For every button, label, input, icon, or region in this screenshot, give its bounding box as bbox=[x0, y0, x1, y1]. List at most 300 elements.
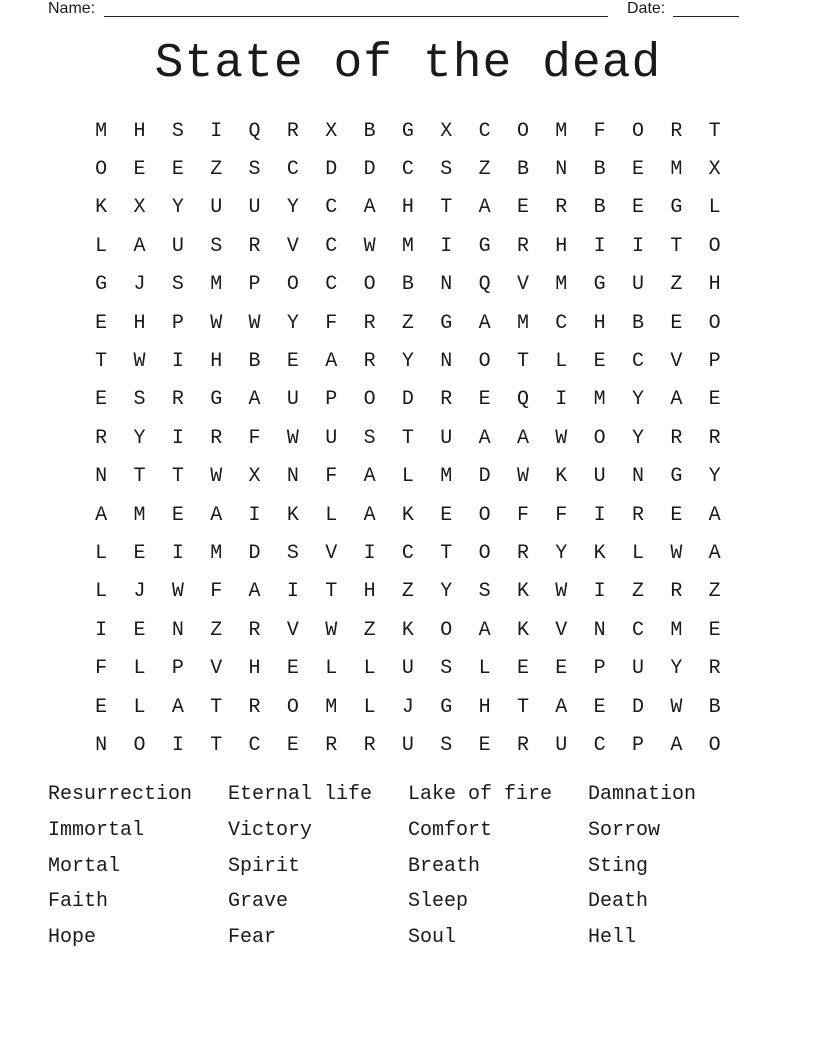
grid-letter[interactable]: U bbox=[401, 657, 414, 681]
grid-letter[interactable]: K bbox=[555, 465, 568, 489]
grid-letter[interactable]: N bbox=[555, 158, 568, 182]
grid-letter[interactable]: V bbox=[286, 618, 299, 642]
grid-letter[interactable]: E bbox=[440, 503, 453, 527]
grid-letter[interactable]: O bbox=[440, 618, 453, 642]
grid-letter[interactable]: N bbox=[95, 733, 108, 757]
grid-letter[interactable]: I bbox=[593, 234, 606, 258]
grid-letter[interactable]: S bbox=[440, 657, 453, 681]
grid-letter[interactable]: A bbox=[478, 426, 491, 450]
grid-letter[interactable]: I bbox=[286, 580, 299, 604]
grid-letter[interactable]: U bbox=[248, 196, 261, 220]
grid-letter[interactable]: M bbox=[325, 695, 338, 719]
grid-letter[interactable]: C bbox=[593, 733, 606, 757]
grid-letter[interactable]: Y bbox=[286, 311, 299, 335]
grid-letter[interactable]: K bbox=[516, 580, 529, 604]
grid-letter[interactable]: Q bbox=[478, 273, 491, 297]
grid-letter[interactable]: O bbox=[708, 733, 721, 757]
grid-letter[interactable]: Y bbox=[440, 580, 453, 604]
grid-letter[interactable]: E bbox=[670, 311, 683, 335]
grid-letter[interactable]: N bbox=[171, 618, 184, 642]
grid-letter[interactable]: Y bbox=[401, 350, 414, 374]
grid-letter[interactable]: L bbox=[708, 196, 721, 220]
grid-letter[interactable]: Y bbox=[670, 657, 683, 681]
grid-letter[interactable]: L bbox=[401, 465, 414, 489]
grid-letter[interactable]: R bbox=[325, 733, 338, 757]
grid-letter[interactable]: A bbox=[516, 426, 529, 450]
grid-letter[interactable]: E bbox=[593, 695, 606, 719]
grid-letter[interactable]: E bbox=[478, 388, 491, 412]
grid-letter[interactable]: L bbox=[325, 503, 338, 527]
grid-letter[interactable]: A bbox=[325, 350, 338, 374]
grid-letter[interactable]: O bbox=[286, 695, 299, 719]
grid-letter[interactable]: F bbox=[325, 311, 338, 335]
grid-letter[interactable]: S bbox=[363, 426, 376, 450]
grid-letter[interactable]: B bbox=[363, 119, 376, 143]
grid-letter[interactable]: H bbox=[401, 196, 414, 220]
grid-letter[interactable]: M bbox=[555, 119, 568, 143]
grid-letter[interactable]: R bbox=[516, 733, 529, 757]
grid-letter[interactable]: T bbox=[171, 465, 184, 489]
grid-letter[interactable]: X bbox=[133, 196, 146, 220]
grid-letter[interactable]: G bbox=[401, 119, 414, 143]
grid-letter[interactable]: U bbox=[286, 388, 299, 412]
grid-letter[interactable]: E bbox=[95, 695, 108, 719]
grid-letter[interactable]: U bbox=[631, 273, 644, 297]
grid-letter[interactable]: J bbox=[133, 580, 146, 604]
grid-letter[interactable]: R bbox=[708, 657, 721, 681]
grid-letter[interactable]: X bbox=[325, 119, 338, 143]
grid-letter[interactable]: H bbox=[555, 234, 568, 258]
grid-letter[interactable]: Z bbox=[631, 580, 644, 604]
grid-letter[interactable]: K bbox=[593, 541, 606, 565]
grid-letter[interactable]: I bbox=[210, 119, 223, 143]
grid-letter[interactable]: Z bbox=[363, 618, 376, 642]
grid-letter[interactable]: X bbox=[440, 119, 453, 143]
grid-letter[interactable]: C bbox=[325, 196, 338, 220]
grid-letter[interactable]: D bbox=[401, 388, 414, 412]
grid-letter[interactable]: A bbox=[478, 311, 491, 335]
grid-letter[interactable]: R bbox=[363, 733, 376, 757]
grid-letter[interactable]: R bbox=[248, 618, 261, 642]
grid-letter[interactable]: S bbox=[133, 388, 146, 412]
grid-letter[interactable]: N bbox=[440, 350, 453, 374]
grid-letter[interactable]: K bbox=[95, 196, 108, 220]
grid-letter[interactable]: V bbox=[286, 234, 299, 258]
grid-letter[interactable]: A bbox=[171, 695, 184, 719]
grid-letter[interactable]: L bbox=[555, 350, 568, 374]
grid-letter[interactable]: A bbox=[210, 503, 223, 527]
grid-letter[interactable]: M bbox=[401, 234, 414, 258]
grid-letter[interactable]: O bbox=[593, 426, 606, 450]
date-field-line[interactable] bbox=[673, 16, 739, 17]
grid-letter[interactable]: Y bbox=[286, 196, 299, 220]
grid-letter[interactable]: I bbox=[171, 426, 184, 450]
grid-letter[interactable]: L bbox=[95, 541, 108, 565]
grid-letter[interactable]: G bbox=[478, 234, 491, 258]
grid-letter[interactable]: C bbox=[286, 158, 299, 182]
grid-letter[interactable]: L bbox=[95, 580, 108, 604]
grid-letter[interactable]: M bbox=[670, 618, 683, 642]
word-bank-item: Hope bbox=[48, 926, 97, 950]
grid-letter[interactable]: M bbox=[555, 273, 568, 297]
grid-letter[interactable]: L bbox=[363, 657, 376, 681]
grid-letter[interactable]: K bbox=[401, 618, 414, 642]
grid-letter[interactable]: W bbox=[210, 311, 223, 335]
grid-letter[interactable]: C bbox=[401, 158, 414, 182]
grid-letter[interactable]: O bbox=[478, 541, 491, 565]
grid-letter[interactable]: R bbox=[363, 311, 376, 335]
grid-letter[interactable]: L bbox=[325, 657, 338, 681]
grid-letter[interactable]: I bbox=[440, 234, 453, 258]
grid-letter[interactable]: R bbox=[248, 234, 261, 258]
grid-letter[interactable]: Y bbox=[708, 465, 721, 489]
grid-letter[interactable]: L bbox=[133, 657, 146, 681]
grid-letter[interactable]: U bbox=[631, 657, 644, 681]
grid-letter[interactable]: M bbox=[95, 119, 108, 143]
grid-letter[interactable]: G bbox=[440, 311, 453, 335]
grid-letter[interactable]: Y bbox=[555, 541, 568, 565]
grid-letter[interactable]: V bbox=[325, 541, 338, 565]
grid-letter[interactable]: N bbox=[440, 273, 453, 297]
grid-letter[interactable]: B bbox=[593, 196, 606, 220]
grid-letter[interactable]: M bbox=[133, 503, 146, 527]
grid-letter[interactable]: H bbox=[133, 119, 146, 143]
grid-letter[interactable]: R bbox=[708, 426, 721, 450]
grid-letter[interactable]: C bbox=[325, 234, 338, 258]
grid-letter[interactable]: T bbox=[401, 426, 414, 450]
grid-letter[interactable]: E bbox=[133, 158, 146, 182]
grid-letter[interactable]: L bbox=[133, 695, 146, 719]
grid-letter[interactable]: S bbox=[210, 234, 223, 258]
grid-letter[interactable]: U bbox=[593, 465, 606, 489]
grid-letter[interactable]: B bbox=[708, 695, 721, 719]
grid-letter[interactable]: I bbox=[555, 388, 568, 412]
grid-letter[interactable]: Z bbox=[670, 273, 683, 297]
grid-letter[interactable]: C bbox=[478, 119, 491, 143]
grid-letter[interactable]: U bbox=[440, 426, 453, 450]
grid-letter[interactable]: S bbox=[171, 273, 184, 297]
grid-letter[interactable]: A bbox=[363, 465, 376, 489]
grid-letter[interactable]: Z bbox=[401, 311, 414, 335]
grid-letter[interactable]: Y bbox=[133, 426, 146, 450]
grid-letter[interactable]: F bbox=[95, 657, 108, 681]
grid-letter[interactable]: T bbox=[440, 196, 453, 220]
grid-letter[interactable]: E bbox=[631, 158, 644, 182]
grid-letter[interactable]: S bbox=[286, 541, 299, 565]
grid-letter[interactable]: X bbox=[248, 465, 261, 489]
grid-letter[interactable]: O bbox=[133, 733, 146, 757]
grid-letter[interactable]: K bbox=[516, 618, 529, 642]
grid-letter[interactable]: U bbox=[555, 733, 568, 757]
grid-letter[interactable]: O bbox=[478, 350, 491, 374]
grid-letter[interactable]: K bbox=[286, 503, 299, 527]
grid-letter[interactable]: M bbox=[440, 465, 453, 489]
grid-letter[interactable]: R bbox=[631, 503, 644, 527]
grid-letter[interactable]: V bbox=[210, 657, 223, 681]
grid-letter[interactable]: R bbox=[210, 426, 223, 450]
grid-letter[interactable]: S bbox=[440, 733, 453, 757]
grid-letter[interactable]: W bbox=[363, 234, 376, 258]
grid-letter[interactable]: H bbox=[210, 350, 223, 374]
grid-letter[interactable]: O bbox=[363, 388, 376, 412]
grid-letter[interactable]: R bbox=[516, 234, 529, 258]
grid-letter[interactable]: T bbox=[516, 350, 529, 374]
grid-letter[interactable]: Z bbox=[210, 618, 223, 642]
grid-letter[interactable]: R bbox=[670, 426, 683, 450]
grid-letter[interactable]: T bbox=[325, 580, 338, 604]
grid-letter[interactable]: I bbox=[631, 234, 644, 258]
grid-letter[interactable]: W bbox=[555, 426, 568, 450]
grid-letter[interactable]: A bbox=[555, 695, 568, 719]
grid-letter[interactable]: I bbox=[95, 618, 108, 642]
grid-letter[interactable]: W bbox=[248, 311, 261, 335]
grid-letter[interactable]: I bbox=[593, 503, 606, 527]
grid-letter[interactable]: F bbox=[210, 580, 223, 604]
grid-letter[interactable]: O bbox=[95, 158, 108, 182]
grid-letter[interactable]: T bbox=[516, 695, 529, 719]
grid-letter[interactable]: D bbox=[325, 158, 338, 182]
grid-letter[interactable]: O bbox=[478, 503, 491, 527]
grid-letter[interactable]: R bbox=[286, 119, 299, 143]
grid-letter[interactable]: A bbox=[248, 388, 261, 412]
grid-letter[interactable]: W bbox=[670, 541, 683, 565]
grid-letter[interactable]: O bbox=[708, 311, 721, 335]
grid-letter[interactable]: M bbox=[670, 158, 683, 182]
grid-letter[interactable]: I bbox=[593, 580, 606, 604]
grid-letter[interactable]: J bbox=[133, 273, 146, 297]
grid-letter[interactable]: U bbox=[210, 196, 223, 220]
grid-letter[interactable]: H bbox=[363, 580, 376, 604]
grid-letter[interactable]: V bbox=[670, 350, 683, 374]
grid-letter[interactable]: E bbox=[133, 541, 146, 565]
grid-letter[interactable]: A bbox=[708, 541, 721, 565]
grid-letter[interactable]: M bbox=[210, 273, 223, 297]
word-bank-item: Eternal life bbox=[228, 783, 373, 806]
grid-letter[interactable]: R bbox=[516, 541, 529, 565]
grid-letter[interactable]: E bbox=[670, 503, 683, 527]
grid-letter[interactable]: H bbox=[708, 273, 721, 297]
grid-letter[interactable]: L bbox=[478, 657, 491, 681]
grid-letter[interactable]: H bbox=[133, 311, 146, 335]
grid-letter[interactable]: J bbox=[401, 695, 414, 719]
grid-letter[interactable]: E bbox=[171, 158, 184, 182]
grid-letter[interactable]: Y bbox=[631, 388, 644, 412]
grid-letter[interactable]: E bbox=[95, 388, 108, 412]
grid-letter[interactable]: C bbox=[631, 618, 644, 642]
grid-letter[interactable]: E bbox=[286, 350, 299, 374]
grid-letter[interactable]: N bbox=[631, 465, 644, 489]
grid-letter[interactable]: B bbox=[593, 158, 606, 182]
grid-letter[interactable]: E bbox=[95, 311, 108, 335]
grid-letter[interactable]: T bbox=[670, 234, 683, 258]
grid-letter[interactable]: A bbox=[363, 503, 376, 527]
grid-letter[interactable]: L bbox=[631, 541, 644, 565]
grid-letter[interactable]: L bbox=[95, 234, 108, 258]
grid-letter[interactable]: P bbox=[325, 388, 338, 412]
word-bank bbox=[48, 780, 768, 959]
grid-letter[interactable]: W bbox=[171, 580, 184, 604]
grid-letter[interactable]: B bbox=[248, 350, 261, 374]
grid-letter[interactable]: P bbox=[171, 657, 184, 681]
grid-letter[interactable]: S bbox=[171, 119, 184, 143]
grid-letter[interactable]: T bbox=[440, 541, 453, 565]
grid-letter[interactable]: I bbox=[248, 503, 261, 527]
grid-letter[interactable]: K bbox=[401, 503, 414, 527]
grid-letter[interactable]: M bbox=[516, 311, 529, 335]
word-bank-item: Mortal bbox=[48, 854, 121, 878]
grid-letter[interactable]: T bbox=[133, 465, 146, 489]
grid-letter[interactable]: R bbox=[95, 426, 108, 450]
grid-letter[interactable]: Z bbox=[478, 158, 491, 182]
grid-letter[interactable]: D bbox=[363, 158, 376, 182]
grid-letter[interactable]: A bbox=[363, 196, 376, 220]
grid-letter[interactable]: W bbox=[210, 465, 223, 489]
grid-letter[interactable]: H bbox=[248, 657, 261, 681]
grid-letter[interactable]: O bbox=[708, 234, 721, 258]
grid-letter[interactable]: M bbox=[210, 541, 223, 565]
grid-letter[interactable]: O bbox=[631, 119, 644, 143]
grid-letter[interactable]: D bbox=[631, 695, 644, 719]
grid-letter[interactable]: G bbox=[593, 273, 606, 297]
grid-letter[interactable]: M bbox=[593, 388, 606, 412]
grid-letter[interactable]: I bbox=[171, 733, 184, 757]
grid-letter[interactable]: A bbox=[95, 503, 108, 527]
grid-letter[interactable]: C bbox=[401, 541, 414, 565]
grid-letter[interactable]: E bbox=[708, 388, 721, 412]
grid-letter[interactable]: T bbox=[210, 733, 223, 757]
grid-letter[interactable]: I bbox=[363, 541, 376, 565]
grid-letter[interactable]: R bbox=[670, 119, 683, 143]
grid-letter[interactable]: A bbox=[670, 388, 683, 412]
grid-letter[interactable]: G bbox=[95, 273, 108, 297]
grid-letter[interactable]: A bbox=[670, 733, 683, 757]
grid-letter[interactable]: B bbox=[516, 158, 529, 182]
grid-letter[interactable]: G bbox=[210, 388, 223, 412]
grid-letter[interactable]: F bbox=[248, 426, 261, 450]
grid-letter[interactable]: W bbox=[286, 426, 299, 450]
grid-letter[interactable]: R bbox=[171, 388, 184, 412]
grid-letter[interactable]: G bbox=[670, 196, 683, 220]
grid-letter[interactable]: W bbox=[670, 695, 683, 719]
grid-letter[interactable]: E bbox=[593, 350, 606, 374]
grid-letter[interactable]: E bbox=[286, 733, 299, 757]
grid-letter[interactable]: D bbox=[478, 465, 491, 489]
grid-letter[interactable]: E bbox=[286, 657, 299, 681]
grid-letter[interactable]: U bbox=[401, 733, 414, 757]
grid-letter[interactable]: Z bbox=[210, 158, 223, 182]
grid-letter[interactable]: C bbox=[631, 350, 644, 374]
grid-letter[interactable]: Q bbox=[248, 119, 261, 143]
grid-letter[interactable]: S bbox=[478, 580, 491, 604]
grid-letter[interactable]: V bbox=[516, 273, 529, 297]
grid-letter[interactable]: F bbox=[516, 503, 529, 527]
grid-letter[interactable]: E bbox=[516, 657, 529, 681]
grid-letter[interactable]: V bbox=[555, 618, 568, 642]
grid-letter[interactable]: I bbox=[171, 350, 184, 374]
name-field-line[interactable] bbox=[104, 16, 608, 17]
grid-letter[interactable]: H bbox=[593, 311, 606, 335]
grid-letter[interactable]: E bbox=[133, 618, 146, 642]
grid-letter[interactable]: T bbox=[210, 695, 223, 719]
grid-letter[interactable]: Q bbox=[516, 388, 529, 412]
grid-letter[interactable]: P bbox=[631, 733, 644, 757]
grid-letter[interactable]: G bbox=[440, 695, 453, 719]
puzzle-title: State of the dead bbox=[154, 37, 662, 91]
grid-letter[interactable]: A bbox=[708, 503, 721, 527]
grid-letter[interactable]: N bbox=[286, 465, 299, 489]
grid-letter[interactable]: A bbox=[478, 196, 491, 220]
grid-letter[interactable]: A bbox=[133, 234, 146, 258]
date-label: Date: bbox=[627, 0, 666, 17]
grid-letter[interactable]: F bbox=[325, 465, 338, 489]
grid-letter[interactable]: A bbox=[478, 618, 491, 642]
grid-letter[interactable]: P bbox=[593, 657, 606, 681]
grid-letter[interactable]: Z bbox=[401, 580, 414, 604]
grid-letter[interactable]: E bbox=[555, 657, 568, 681]
grid-letter[interactable]: F bbox=[555, 503, 568, 527]
grid-letter[interactable]: G bbox=[670, 465, 683, 489]
grid-letter[interactable]: E bbox=[708, 618, 721, 642]
grid-letter[interactable]: W bbox=[325, 618, 338, 642]
grid-row bbox=[82, 381, 734, 419]
grid-letter[interactable]: B bbox=[631, 311, 644, 335]
grid-letter[interactable]: N bbox=[95, 465, 108, 489]
grid-letter[interactable]: R bbox=[555, 196, 568, 220]
grid-letter[interactable]: P bbox=[171, 311, 184, 335]
grid-letter[interactable]: E bbox=[516, 196, 529, 220]
grid-letter[interactable]: A bbox=[248, 580, 261, 604]
grid-letter[interactable]: W bbox=[133, 350, 146, 374]
grid-letter[interactable]: H bbox=[478, 695, 491, 719]
grid-letter[interactable]: N bbox=[593, 618, 606, 642]
grid-letter[interactable]: O bbox=[516, 119, 529, 143]
grid-letter[interactable]: I bbox=[171, 541, 184, 565]
grid-letter[interactable]: E bbox=[478, 733, 491, 757]
grid-row bbox=[82, 726, 734, 764]
grid-letter[interactable]: R bbox=[440, 388, 453, 412]
grid-letter[interactable]: W bbox=[516, 465, 529, 489]
grid-letter[interactable]: F bbox=[593, 119, 606, 143]
grid-letter[interactable]: B bbox=[401, 273, 414, 297]
grid-letter[interactable]: L bbox=[363, 695, 376, 719]
grid-letter[interactable]: Y bbox=[171, 196, 184, 220]
grid-letter[interactable]: U bbox=[325, 426, 338, 450]
grid-letter[interactable]: P bbox=[248, 273, 261, 297]
grid-letter[interactable]: U bbox=[171, 234, 184, 258]
grid-letter[interactable]: E bbox=[171, 503, 184, 527]
word-bank-item: Grave bbox=[228, 890, 289, 914]
grid-letter[interactable]: E bbox=[631, 196, 644, 220]
grid-letter[interactable]: T bbox=[95, 350, 108, 374]
grid-letter[interactable]: Z bbox=[708, 580, 721, 604]
grid-letter[interactable]: S bbox=[248, 158, 261, 182]
grid-letter[interactable]: C bbox=[248, 733, 261, 757]
grid-letter[interactable]: S bbox=[440, 158, 453, 182]
grid-letter[interactable]: R bbox=[248, 695, 261, 719]
grid-letter[interactable]: R bbox=[363, 350, 376, 374]
grid-letter[interactable]: O bbox=[286, 273, 299, 297]
grid-letter[interactable]: Y bbox=[631, 426, 644, 450]
grid-letter[interactable]: D bbox=[248, 541, 261, 565]
grid-letter[interactable]: T bbox=[708, 119, 721, 143]
grid-letter[interactable]: W bbox=[555, 580, 568, 604]
grid-letter[interactable]: C bbox=[555, 311, 568, 335]
grid-letter[interactable]: X bbox=[708, 158, 721, 182]
grid-letter[interactable]: R bbox=[670, 580, 683, 604]
grid-letter[interactable]: C bbox=[325, 273, 338, 297]
grid-letter[interactable]: O bbox=[363, 273, 376, 297]
grid-letter[interactable]: P bbox=[708, 350, 721, 374]
